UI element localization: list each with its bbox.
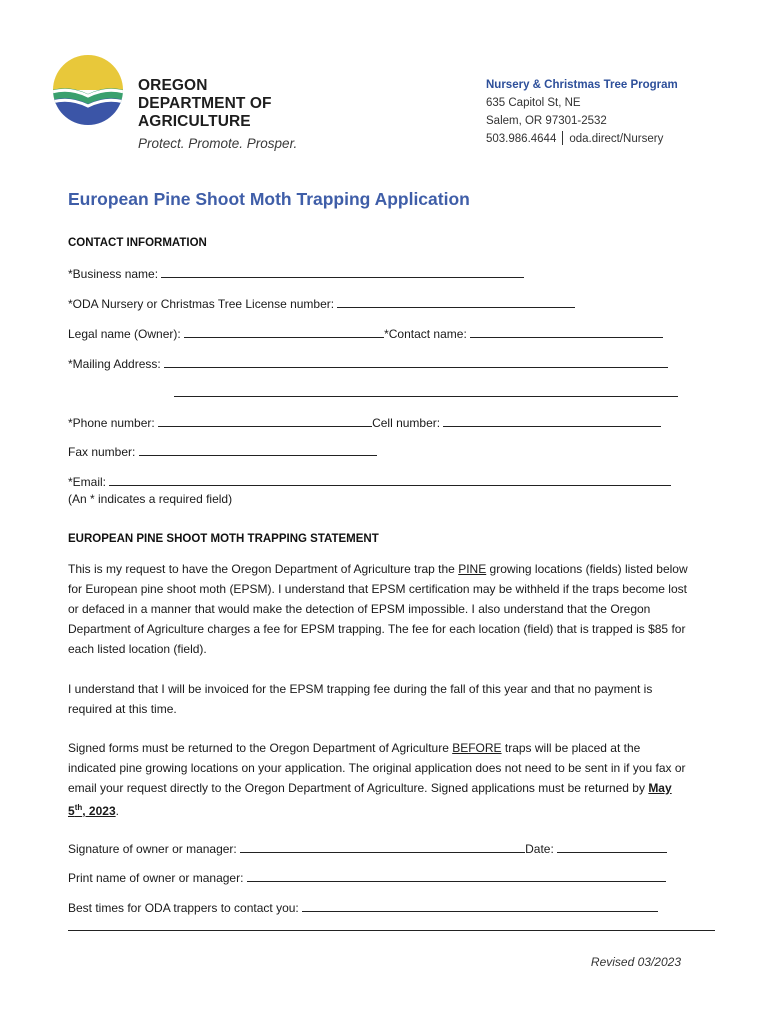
best-times-label: Best times for ODA trappers to contact you: — [68, 901, 299, 915]
statement-text: . — [115, 804, 119, 818]
program-phone: 503.986.4644 — [486, 133, 557, 145]
program-title: Nursery & Christmas Tree Program — [486, 79, 678, 91]
mailing-address-field[interactable] — [164, 355, 668, 368]
email-label: *Email: — [68, 475, 107, 489]
statement-paragraph-1 — [68, 559, 690, 659]
statement-paragraph-3 — [68, 738, 690, 821]
legal-name-field[interactable] — [184, 325, 384, 338]
phone-row — [68, 414, 661, 430]
business-name-row — [68, 265, 524, 281]
mailing-address-row — [68, 355, 668, 371]
divider — [562, 131, 563, 145]
cell-number-label: Cell number: — [372, 416, 441, 430]
email-row — [68, 473, 671, 489]
mailing-address-label: *Mailing Address: — [68, 357, 161, 371]
revision-date: Revised 03/2023 — [590, 955, 681, 969]
statement-text: Signed forms must be returned to the Oregon Department of Agriculture — [68, 741, 453, 755]
owner-contact-row — [68, 325, 663, 341]
email-field[interactable] — [109, 473, 671, 486]
pine-emphasis: PINE — [458, 562, 487, 576]
footer-divider — [68, 930, 715, 931]
address-line-1: 635 Capitol St, NE — [486, 97, 581, 109]
contact-name-label: *Contact name: — [384, 327, 467, 341]
before-emphasis: BEFORE — [452, 741, 502, 755]
program-website[interactable]: oda.direct/Nursery — [569, 133, 664, 145]
date-label: Date: — [525, 842, 554, 856]
fax-row — [68, 443, 377, 459]
license-number-field[interactable] — [337, 295, 575, 308]
statement-text: growing locations (fields) listed below for European pine shoot moth (EPSM). I understand that EPSM certification may be withheld if the traps become lost or defaced in a manner that would make the detection of EPSM impossible. I also understand that the Oregon Department of Agriculture charges a fee for EPSM trapping. The fee for each location (field) that is trapped is $85 for each listed location (field). — [68, 562, 688, 656]
mailing-address-field-2[interactable] — [174, 384, 678, 397]
deadline-date-suffix: th — [74, 803, 83, 812]
tagline: Protect. Promote. Prosper. — [138, 136, 298, 151]
phone-number-label: *Phone number: — [68, 416, 155, 430]
license-number-label: *ODA Nursery or Christmas Tree License number: — [68, 297, 335, 311]
print-name-field[interactable] — [247, 869, 666, 882]
address-line-2: Salem, OR 97301-2532 — [486, 115, 607, 127]
legal-name-label: Legal name (Owner): — [68, 327, 181, 341]
business-name-label: *Business name: — [68, 267, 159, 281]
signature-label: Signature of owner or manager: — [68, 842, 237, 856]
phone-web-line — [486, 130, 678, 148]
business-name-field[interactable] — [161, 265, 524, 278]
best-times-row — [68, 899, 658, 915]
date-field[interactable] — [557, 840, 667, 853]
statement-section-heading: EUROPEAN PINE SHOOT MOTH TRAPPING STATEMENT — [68, 533, 379, 545]
required-note: (An * indicates a required field) — [68, 492, 233, 506]
print-name-label: Print name of owner or manager: — [68, 871, 244, 885]
mailing-address-row-2 — [174, 384, 678, 400]
signature-field[interactable] — [240, 840, 525, 853]
contact-section-heading: CONTACT INFORMATION — [68, 237, 207, 249]
org-line-2: DEPARTMENT OF — [138, 95, 272, 112]
license-number-row — [68, 295, 575, 311]
statement-paragraph-2: I understand that I will be invoiced for the EPSM trapping fee during the fall of this year and that no payment is required at this time. — [68, 682, 653, 716]
fax-number-field[interactable] — [139, 443, 377, 456]
cell-number-field[interactable] — [443, 414, 661, 427]
organization-name — [138, 77, 272, 131]
contact-name-field[interactable] — [470, 325, 663, 338]
program-contact-block — [486, 76, 678, 148]
statement-text: traps will be placed at the indicated pine growing locations on your application. The original application does not need to be sent in if you fax or email your request directly to the Oregon Department of Agriculture. Signed applications must be returned by — [68, 741, 686, 795]
document-title: European Pine Shoot Moth Trapping Application — [68, 189, 470, 209]
deadline-date-text: May 5 — [68, 781, 672, 818]
phone-number-field[interactable] — [158, 414, 372, 427]
best-times-field[interactable] — [302, 899, 658, 912]
statement-text: This is my request to have the Oregon Department of Agriculture trap the — [68, 562, 459, 576]
deadline-date-year: , 2023 — [82, 804, 116, 818]
org-line-1: OREGON — [138, 77, 208, 94]
print-name-row — [68, 869, 666, 885]
org-line-3: AGRICULTURE — [138, 113, 251, 130]
fax-number-label: Fax number: — [68, 445, 136, 459]
signature-row — [68, 840, 667, 856]
sun-over-water-logo-icon — [52, 54, 124, 126]
